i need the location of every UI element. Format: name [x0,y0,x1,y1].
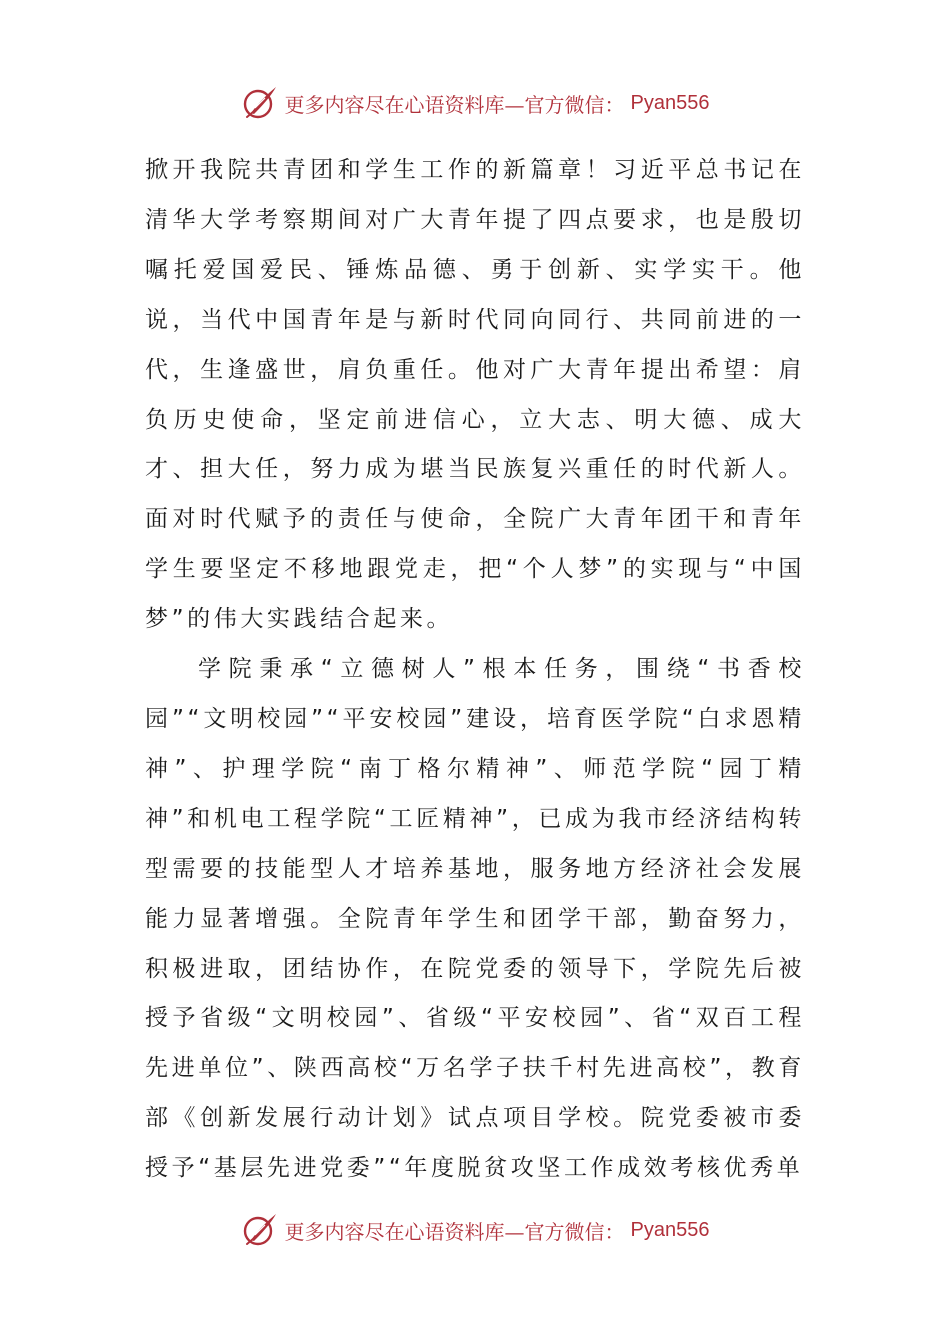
quill-pen-circle-icon [241,1211,279,1249]
header-wechat-id: Pyan556 [630,91,710,114]
document-body [145,146,805,1194]
footer-banner [0,1210,950,1250]
header-banner [0,83,950,123]
paragraph-2: 学院秉承“立德树人”根本任务，围绕“书香校园”“文明校园”“平安校园”建设，培育医学院“白求恩精神”、护理学院“南丁格尔精神”、师范学院“园丁精神”和机电工程学院“工匠精神”，已成为我市经济结构转型需要的技能型人才培养基地，服务地方经济社会发展能力显著增强。全院青年学生和团学干部，勤奋努力，积极进取，团结协作，在院党委的领导下，学院先后被授予省级“文明校园”、省级“平安校园”、省“双百工程先进单位”、陕西高校“万名学子扶千村先进高校”，教育部《创新发展行动计划》试点项目学校。院党委被市委授予“基层先进党委”“年度脱贫攻坚工作成效考核优秀单 [145,656,805,1182]
paragraph-1: 掀开我院共青团和学生工作的新篇章！习近平总书记在清华大学考察期间对广大青年提了四点要求，也是殷切嘱托爱国爱民、锤炼品德、勇于创新、实学实干。他说，当代中国青年是与新时代同向同行、共同前进的一代，生逢盛世，肩负重任。他对广大青年提出希望：肩负历史使命，坚定前进信心，立大志、明大德、成大才、担大任，努力成为堪当民族复兴重任的时代新人。面对时代赋予的责任与使命，全院广大青年团干和青年学生要坚定不移地跟党走，把“个人梦”的实现与“中国梦”的伟大实践结合起来。 [145,157,805,633]
header-slogan: 更多内容尽在心语资料库—官方微信： [284,92,625,117]
quill-pen-circle-icon [241,84,279,122]
footer-slogan: 更多内容尽在心语资料库—官方微信： [284,1219,625,1244]
footer-wechat-id: Pyan556 [630,1218,710,1241]
